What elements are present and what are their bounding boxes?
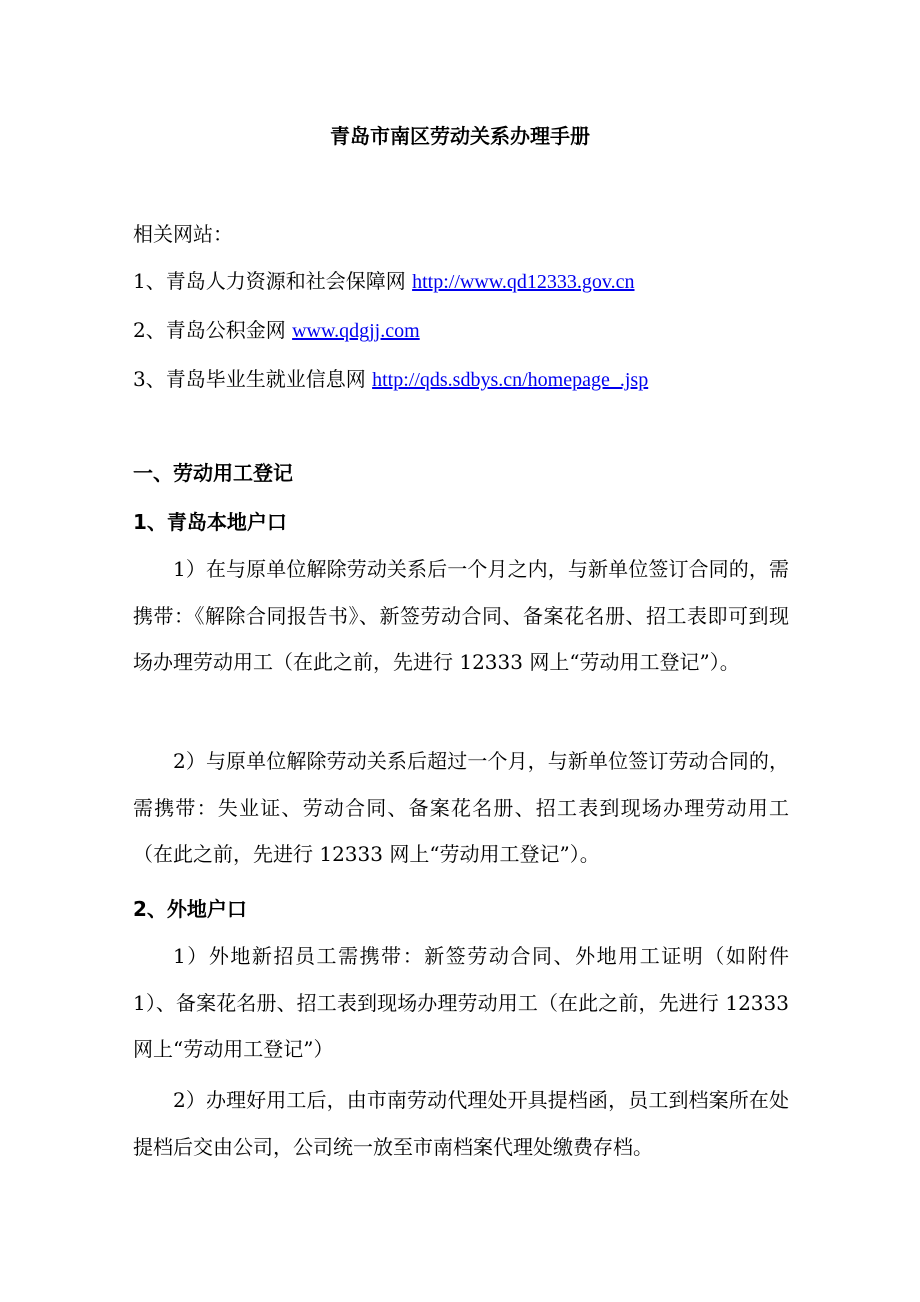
site-item-gjj bbox=[133, 316, 420, 345]
site-item-graduates bbox=[133, 365, 648, 394]
site-link-graduates[interactable]: http://qds.sdbys.cn/homepage_.jsp bbox=[372, 369, 649, 391]
section-heading: 一、劳动用工登记 bbox=[133, 461, 293, 485]
paragraph-nonlocal-2: 2）办理好用工后，由市南劳动代理处开具提档函，员工到档案所在处提档后交由公司，公司统一放至市南档案代理处缴费存档。 bbox=[133, 1088, 789, 1159]
site-item-hrss bbox=[133, 267, 635, 296]
paragraph-nonlocal-1: 1）外地新招员工需携带：新签劳动合同、外地用工证明（如附件 1）、备案花名册、招工表到现场办理劳动用工（在此之前，先进行 12333 网上“劳动用工登记”） bbox=[133, 944, 789, 1061]
sites-heading: 相关网站： bbox=[133, 222, 233, 246]
site-label: 1、青岛人力资源和社会保障网 bbox=[133, 269, 413, 293]
document-title: 青岛市南区劳动关系办理手册 bbox=[330, 124, 590, 148]
site-label: 3、青岛毕业生就业信息网 bbox=[133, 367, 373, 391]
subsection-heading-local: 1、青岛本地户口 bbox=[133, 510, 287, 534]
site-link-gjj[interactable]: www.qdgjj.com bbox=[292, 320, 420, 342]
site-label: 2、青岛公积金网 bbox=[133, 318, 293, 342]
paragraph-local-1: 1）在与原单位解除劳动关系后一个月之内，与新单位签订合同的，需携带：《解除合同报告书》、新签劳动合同、备案花名册、招工表即可到现场办理劳动用工（在此之前，先进行 12333 网上“劳动用工登记”）。 bbox=[133, 557, 789, 674]
subsection-heading-nonlocal: 2、外地户口 bbox=[133, 897, 247, 921]
site-link-hrss[interactable]: http://www.qd12333.gov.cn bbox=[412, 271, 635, 293]
paragraph-local-2: 2）与原单位解除劳动关系后超过一个月，与新单位签订劳动合同的，需携带：失业证、劳动合同、备案花名册、招工表到现场办理劳动用工（在此之前，先进行 12333 网上“劳动用工登记”）。 bbox=[133, 749, 789, 866]
